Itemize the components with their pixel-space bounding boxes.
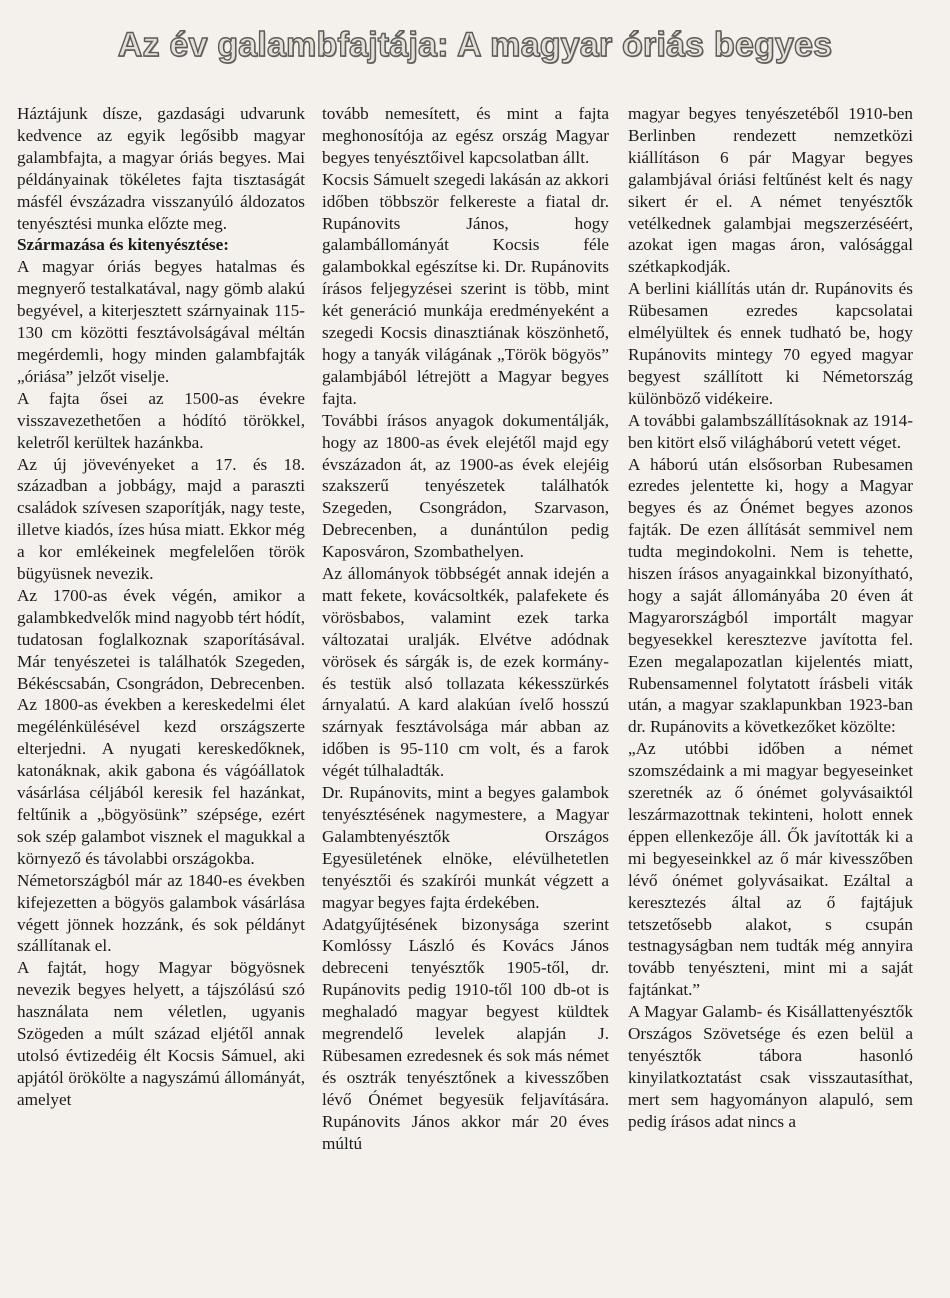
paragraph: Az új jövevényeket a 17. és 18. században a jobbágy, majd a paraszti családok szívesen szaporítják, nagy teste, illetve kiadós, ízes húsa miatt. Ekkor még a kor emlékeinek megfelelően török bügyüsnek nevezik.: [17, 454, 305, 584]
paragraph: Adatgyűjtésének bizonysága szerint Komlóssy László és Kovács János debreceni tenyésztők 1905-től, dr. Rupánovits pedig 1910-től 100 db-ot is meghaladó magyar begyest küldtek megrendelő levelek alapján J. Rübesamen ezredesnek és sok más német és osztrák tenyésztőnek a kivesszőben lévő Ónémet begyesük feljavítására. Rupánovits János akkor már 20 éves múltú: [322, 914, 609, 1153]
paragraph: A Magyar Galamb- és Kisállattenyésztők Országos Szövetsége és ezen belül a tenyésztők tábora hasonló kinyilatkoztatást csak visszautasíthat, mert sem hagyományon alapuló, sem pedig írásos adat nincs a: [628, 1002, 913, 1131]
paragraph: Háztájunk dísze, gazdasági udvarunk kedvence az egyik legősibb magyar galambfajta, a magyar óriás begyes. Mai példányainak tökéletes fajta tisztaságát másfél évszázadra visszanyúló áldozatos tenyésztési munka előzte meg.: [17, 104, 305, 233]
paragraph: A háború után elsősorban Rubesamen ezredes jelentette ki, hogy a Magyar begyes és az Ónémet begyes azonos fajták. De ezen állítását semmivel nem tudta megindokolni. Nem is tehette, hiszen írásos anyagainkkal bizonyítható, hogy a saját állományába 20 éven át Magyarországból importált magyar begyesekkel keresztezve javította fel. Ezen megalapozatlan kijelentés miatt, Rubensamennel folytatott írásbeli viták után, a magyar szaklapunkban 1923-ban dr. Rupánovits a következőket közölte:: [628, 454, 913, 737]
paragraph: A további galambszállításoknak az 1914-ben kitört első világháború vetett véget.: [628, 410, 913, 452]
paragraph: Németországból már az 1840-es években kifejezetten a bögyös galambok vásárlása végett jönnek hozzánk, és sok példányt szállítanak el.: [17, 870, 305, 956]
section-heading: Származása és kitenyésztése:: [17, 235, 229, 255]
paragraph: A fajta ősei az 1500-as évekre visszavezethetően a hódító törökkel, keletről kerültek hazánkba.: [17, 388, 305, 452]
paragraph: Dr. Rupánovits, mint a begyes galambok tenyésztésének nagymestere, a Magyar Galambtenyésztők Országos Egyesületének elnöke, elévülhetetlen tenyésztői és szakírói munkát végzett a magyar begyes fajta érdekében.: [322, 783, 609, 912]
paragraph: A berlini kiállítás után dr. Rupánovits és Rübesamen ezredes kapcsolatai elmélyültek és ennek tudható be, hogy Rupánovits mintegy 70 egyed magyar begyest szállított ki Németország különböző vidékeire.: [628, 279, 913, 408]
paragraph: A fajtát, hogy Magyar bögyösnek nevezik begyes helyett, a tájszólású szó használata nem véletlen, ugyanis Szögeden a múlt század eljétől annak utolsó évtizedéig élt Kocsis Sámuel, aki apjától örökölte a nagyszámú állományát, amelyet: [17, 958, 305, 1109]
column-2: [322, 103, 609, 1155]
paragraph: magyar begyes tenyészetéből 1910-ben Berlinben rendezett nemzetközi kiállításon 6 pár Magyar begyes galambjával óriási feltűnést kelt és nagy sikert ér el. A német tenyésztők vetélkednek galambjai megszerzéséért, azokat igen magas áron, valósággal szétkapkodják.: [628, 104, 913, 277]
paragraph: Az 1700-as évek végén, amikor a galambkedvelők mind nagyobb tért hódít, tudatosan foglalkoznak szaporításával. Már tenyészetei is találhatók Szegeden, Békéscsabán, Csongrádon, Debrecenben. Az 1800-as években a kereskedelmi élet megélénkülésével kezd országszerte elterjedni. A nyugati kereskedőknek, katonáknak, akik gabona és vágóállatok vásárlása céljából keresik fel hazánkat, feltűnik a „bögyösünk” szépsége, ezért sok szép galambot visznek el magukkal a környező és távolabbi országokba.: [17, 585, 305, 868]
paragraph: Kocsis Sámuelt szegedi lakásán az akkori időben többször felkereste a fiatal dr. Rupánovits János, hogy galambállományát Kocsis féle galambokkal egészítse ki. Dr. Rupánovits írásos feljegyzései szerint is több, mint két generáció munkája eredményeként a szegedi Kocsis dinasztiának köszönhető, hogy a tanyák világának „Török bögyös” galambjából létrejött a Magyar begyes fajta.: [322, 169, 609, 408]
paragraph: Az állományok többségét annak idején a matt fekete, kovácsoltkék, palafekete és vörösbabos, valamint ezek tarka változatai uralják. Elvétve adódnak vörösek és sárgák is, de ezek kormány- és testük alsó tollazata kékesszürkés árnyalatú. A kard alakúan ívelő hosszú szárnyak fesztávolsága már abban az időben is 95-110 cm volt, és a farok végét túlhaladták.: [322, 564, 609, 781]
paragraph: „Az utóbbi időben a német szomszédaink a mi magyar begyeseinket szeretnék az ő ónémet golyvásaiktól leszármazottnak tekinteni, holott ennek éppen ellenkezője áll. Ők javították ki a mi begyeseinkkel az ő már kivesszőben lévő ónémet golyvásaikat. Ezáltal a keresztezés által az ő fajtájuk tetszetősebb alakot, s csupán testnagyságban nem tudták még annyira tovább tenyészteni, mint mi a saját fajtánkat.”: [628, 739, 913, 1000]
paragraph: További írásos anyagok dokumentálják, hogy az 1800-as évek elejétől majd egy évszázadon át, az 1900-as évek elejéig szakszerű tenyészetek találhatók Szegeden, Csongrádon, Szarvason, Debrecenben, a dunántúlon pedig Kaposváron, Szombathelyen.: [322, 410, 609, 562]
column-3: [628, 103, 913, 1133]
column-1: [17, 103, 305, 1111]
paragraph: A magyar óriás begyes hatalmas és megnyerő testalkatával, nagy gömb alakú begyével, a kiterjesztett szárnyainak 115-130 cm közötti fesztávolságával méltán megérdemli, hogy minden galambfajták „óriása” jelzőt viselje.: [17, 257, 305, 386]
article-title: Az év galambfajtája: A magyar óriás begyes: [117, 26, 833, 64]
paragraph: tovább nemesített, és mint a fajta meghonosítója az egész ország Magyar begyes tenyésztőivel kapcsolatban állt.: [322, 104, 609, 167]
